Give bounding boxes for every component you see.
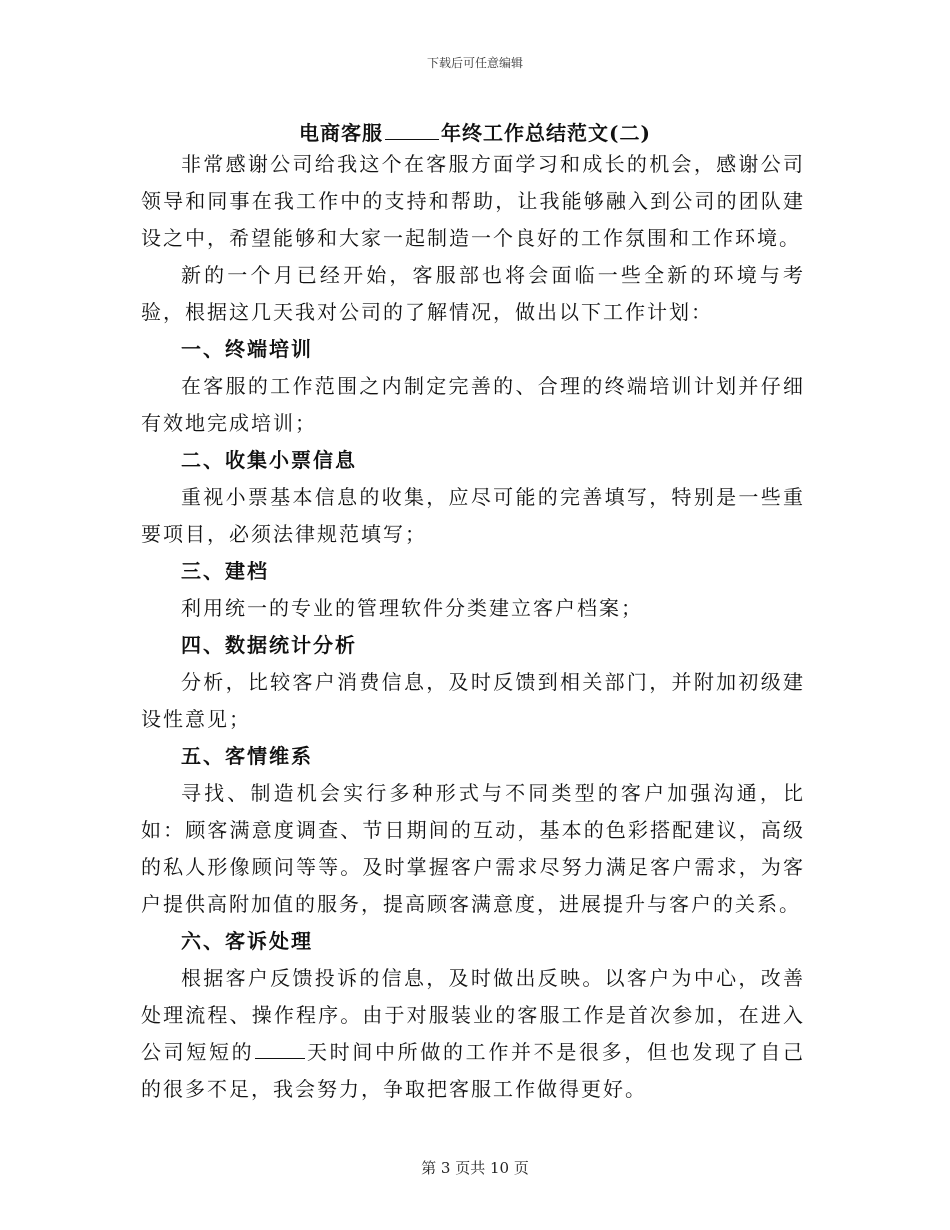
title-suffix: 年终工作总结范文(二) bbox=[441, 121, 651, 145]
section-body-analysis: 分析，比较客户消费信息，及时反馈到相关部门，并附加初级建设性意见； bbox=[141, 670, 805, 731]
intro-paragraph: 新的一个月已经开始，客服部也将会面临一些全新的环境与考验，根据这几天我对公司的了解情况，做出以下工作计划： bbox=[141, 263, 805, 324]
section-body-training: 在客服的工作范围之内制定完善的、合理的终端培训计划并仔细有效地完成培训； bbox=[141, 374, 805, 435]
intro-paragraph: 非常感谢公司给我这个在客服方面学习和成长的机会，感谢公司领导和同事在我工作中的支持和帮助，让我能够融入到公司的团队建设之中，希望能够和大家一起制造一个良好的工作氛围和工作环境。 bbox=[141, 152, 805, 250]
document-content bbox=[141, 146, 805, 1108]
days-blank bbox=[255, 1040, 305, 1059]
header-note: 下载后可任意编辑 bbox=[426, 56, 523, 70]
section-body-relations: 寻找、制造机会实行多种形式与不同类型的客户加强沟通，比如：顾客满意度调查、节日期间的互动，基本的色彩搭配建议，高级的私人形像顾问等等。及时掌握客户需求尽努力满足客户需求，为客户提供高附加值的服务，提高顾客满意度，进展提升与客户的关系。 bbox=[141, 781, 805, 916]
section-heading-training: 一、终端培训 bbox=[181, 337, 313, 361]
section-body-complaints bbox=[141, 960, 805, 1108]
section-heading-receipts: 二、收集小票信息 bbox=[181, 448, 357, 472]
section-heading-complaints: 六、客诉处理 bbox=[181, 929, 313, 953]
section-heading-archive: 三、建档 bbox=[181, 559, 269, 583]
complaints-text-before: 根据客户反馈投诉的信息，及时做出反映。以客户为中心，改善处理流程、操作程序。由于对服装业的客服工作是首次参加，在进入公司短短的 bbox=[141, 966, 805, 1064]
section-body-archive: 利用统一的专业的管理软件分类建立客户档案； bbox=[181, 596, 643, 620]
section-heading-relations: 五、客情维系 bbox=[181, 744, 313, 768]
title-blank bbox=[385, 121, 439, 140]
section-heading-analysis: 四、数据统计分析 bbox=[181, 633, 357, 657]
page-footer: 第 3 页共 10 页 bbox=[421, 1159, 529, 1177]
section-body-receipts: 重视小票基本信息的收集，应尽可能的完善填写，特别是一些重要项目，必须法律规范填写； bbox=[141, 485, 805, 546]
title-prefix: 电商客服 bbox=[299, 121, 384, 145]
complaints-text-after: 天时间中所做的工作并不是很多，但也发现了自己的很多不足，我会努力，争取把客服工作做得更好。 bbox=[141, 1040, 806, 1101]
document-title bbox=[0, 117, 950, 146]
